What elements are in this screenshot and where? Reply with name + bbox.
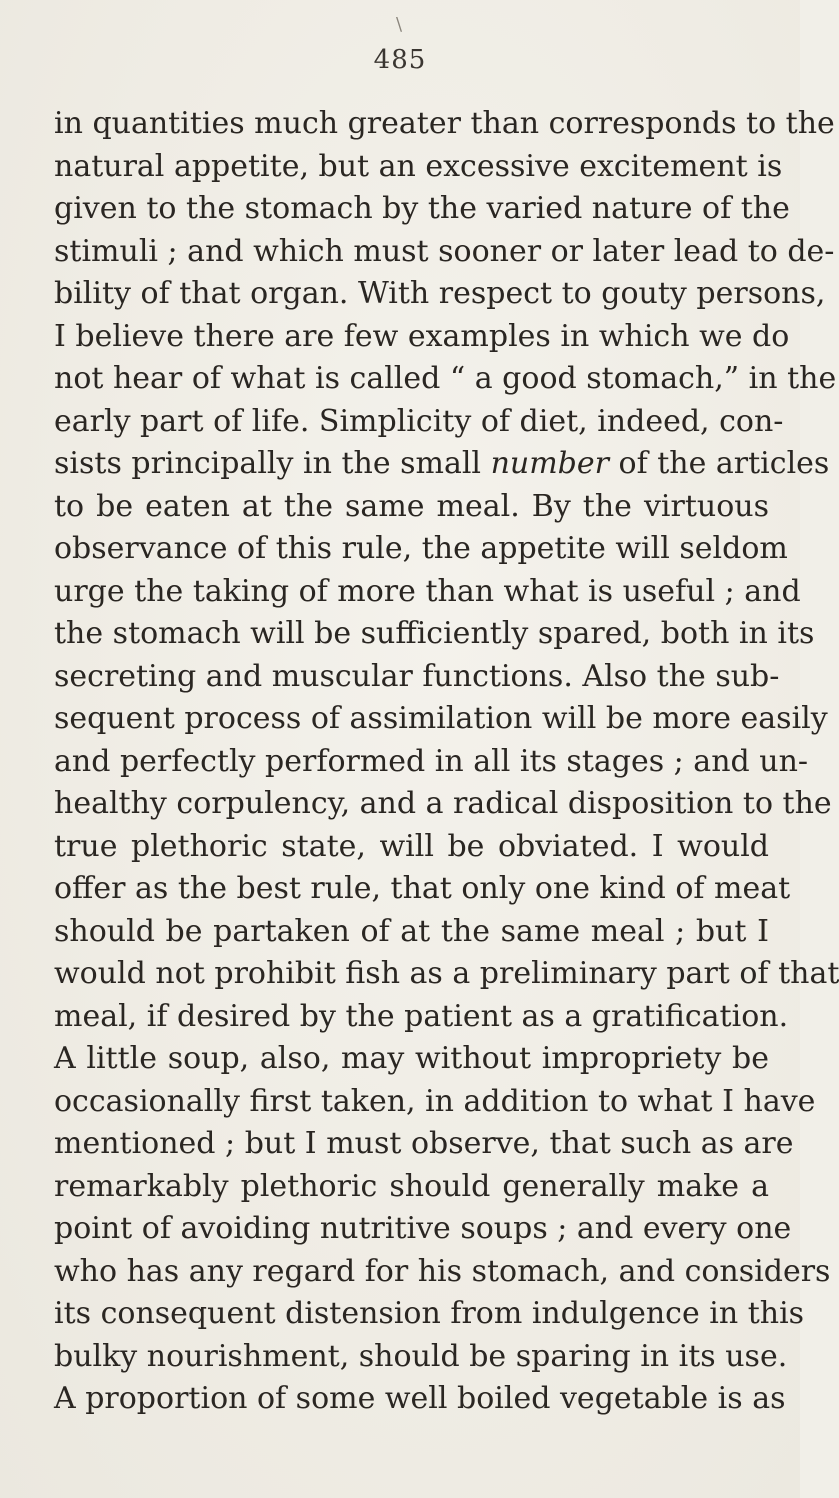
top-margin-mark: \ [396,14,403,35]
text-line-1: in quantities much greater than corresponds to the [54,106,835,141]
text-line-15: sequent process of assimilation will be more easily [54,701,828,736]
text-line-3: given to the stomach by the varied nature of the [54,191,790,226]
text-line-23: A little soup, also, may without impropriety be [54,1041,769,1076]
text-line-19: offer as the best rule, that only one kind of meat [54,871,791,906]
text-line-26: remarkably plethoric should generally make a [54,1168,769,1204]
text-line-7: not hear of what is called “ a good stomach,” in the [54,361,837,396]
text-line-9 [54,443,830,486]
page-number: 485 [373,45,427,75]
text-line-31: A proportion of some well boiled vegetable is as [54,1381,786,1416]
text-line-8: early part of life. Simplicity of diet, indeed, con- [54,403,784,439]
text-line-17: healthy corpulency, and a radical disposition to the [54,786,832,821]
text-line-5: bility of that organ. With respect to gouty persons, [54,276,826,311]
text-line-9-start: sists principally in the small [54,446,482,481]
text-line-20: should be partaken of at the same meal ; but I [54,913,769,949]
text-line-24: occasionally first taken, in addition to what I have [54,1083,816,1119]
text-line-16: and perfectly performed in all its stages ; and un- [54,743,809,779]
text-line-9-end: of the articles [618,446,830,481]
text-line-4: stimuli ; and which must sooner or later lead to de- [54,233,835,269]
text-line-18: true plethoric state, will be obviated. I would [54,828,769,864]
text-line-30: bulky nourishment, should be sparing in its use. [54,1338,788,1374]
text-line-11: observance of this rule, the appetite will seldom [54,531,788,566]
text-line-27: point of avoiding nutritive soups ; and every one [54,1211,792,1246]
text-line-12: urge the taking of more than what is useful ; and [54,573,801,609]
body-text [54,103,839,1421]
text-line-14: secreting and muscular functions. Also the sub- [54,658,780,694]
text-line-13: the stomach will be sufficiently spared, both in its [54,616,815,651]
text-line-6: I believe there are few examples in which we do [54,318,790,354]
emphasized-word: number [490,446,609,481]
text-line-29: its consequent distension from indulgence in this [54,1296,805,1331]
text-line-22: meal, if desired by the patient as a gratification. [54,998,789,1034]
text-line-28: who has any regard for his stomach, and considers [54,1253,831,1289]
text-line-21: would not prohibit fish as a preliminary part of that [54,956,839,991]
text-line-2: natural appetite, but an excessive excitement is [54,148,783,184]
text-line-10: to be eaten at the same meal. By the virtuous [54,488,769,524]
text-line-25: mentioned ; but I must observe, that such as are [54,1126,794,1161]
